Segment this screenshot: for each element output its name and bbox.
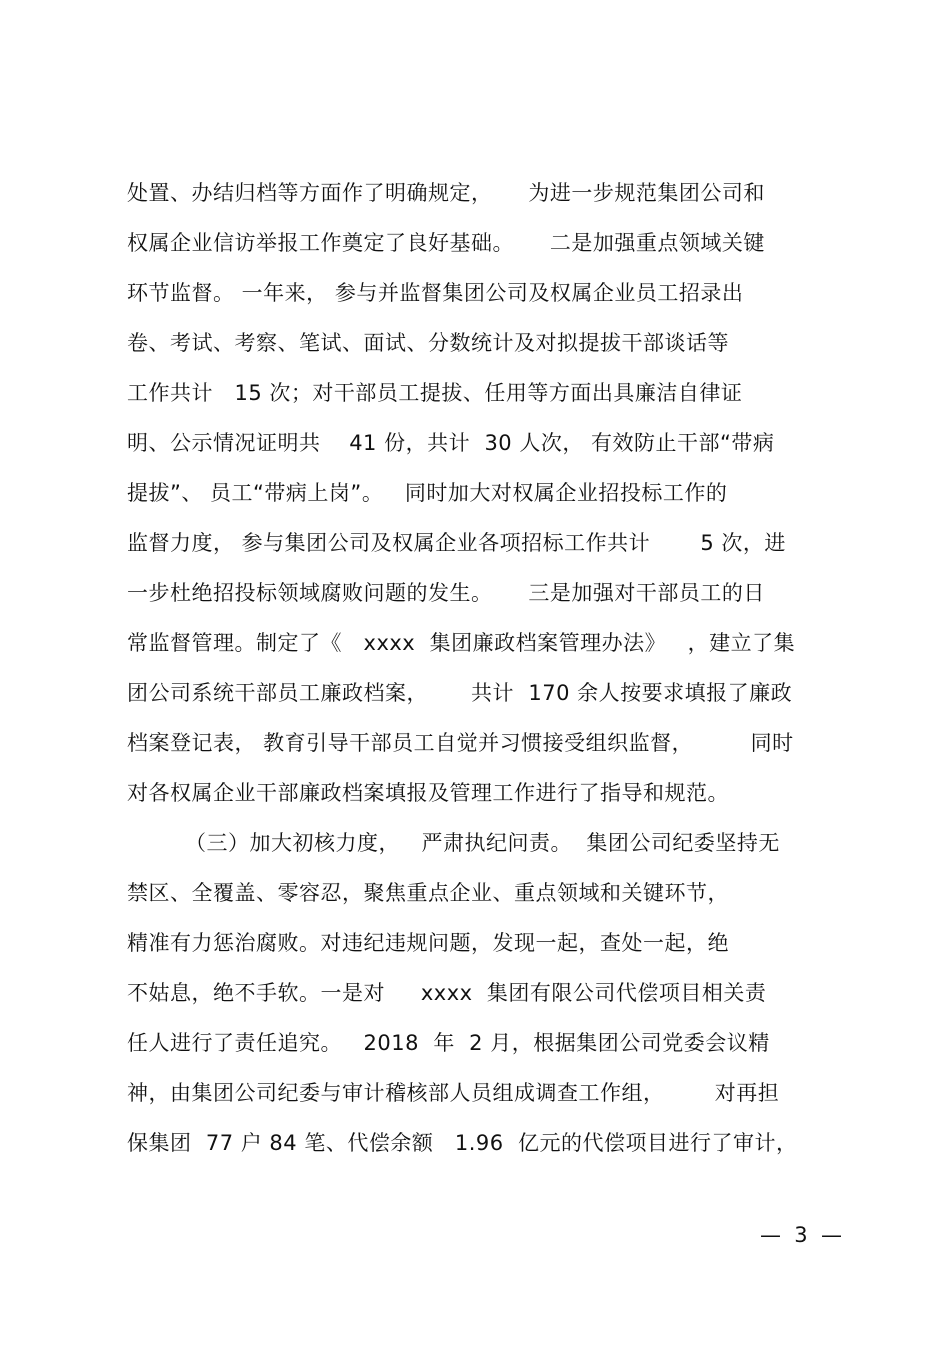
text-line: 卷、考试、考察、笔试、面试、分数统计及对拟提拔干部谈话等 — [127, 331, 729, 355]
text-line: 常监督管理。制定了《 xxxx 集团廉政档案管理办法》 ，建立了集 — [127, 631, 796, 655]
text-line: 环节监督。 一年来， 参与并监督集团公司及权属企业员工招录出 — [127, 281, 744, 305]
text-line: 监督力度， 参与集团公司及权属企业各项招标工作共计 5 次，进 — [127, 531, 786, 555]
text-line: 保集团 77 户 84 笔、代偿余额 1.96 亿元的代偿项目进行了审计， — [127, 1131, 798, 1155]
text-line: 明、公示情况证明共 41 份，共计 30 人次， 有效防止干部“带病 — [127, 431, 775, 455]
text-line: 档案登记表， 教育引导干部员工自觉并习惯接受组织监督， 同时 — [127, 731, 794, 755]
text-line: 团公司系统干部员工廉政档案， 共计 170 余人按要求填报了廉政 — [127, 681, 793, 705]
text-line: 权属企业信访举报工作奠定了良好基础。 二是加强重点领域关键 — [127, 231, 765, 255]
paragraph-heading-line: （三）加大初核力度， 严肃执纪问责。 集团公司纪委坚持无 — [185, 831, 780, 855]
text-line: 禁区、全覆盖、零容忍，聚焦重点企业、重点领域和关键环节， — [127, 881, 729, 905]
text-line: 提拔”、 员工“带病上岗”。 同时加大对权属企业招投标工作的 — [127, 481, 728, 505]
page-number: — 3 — — [759, 1223, 842, 1247]
text-line: 工作共计 15 次；对干部员工提拔、任用等方面出具廉洁自律证 — [127, 381, 743, 405]
text-line: 不姑息，绝不手软。一是对 xxxx 集团有限公司代偿项目相关责 — [127, 981, 767, 1005]
text-line: 任人进行了责任追究。 2018 年 2 月，根据集团公司党委会议精 — [127, 1031, 770, 1055]
text-line: 一步杜绝招投标领域腐败问题的发生。 三是加强对干部员工的日 — [127, 581, 765, 605]
text-line: 对各权属企业干部廉政档案填报及管理工作进行了指导和规范。 — [127, 781, 729, 805]
body-text — [127, 173, 847, 1173]
text-line: 精准有力惩治腐败。对违纪违规问题，发现一起，查处一起，绝 — [127, 931, 729, 955]
text-line: 处置、办结归档等方面作了明确规定， 为进一步规范集团公司和 — [127, 181, 765, 205]
text-line: 神，由集团公司纪委与审计稽核部人员组成调查工作组， 对再担 — [127, 1081, 780, 1105]
